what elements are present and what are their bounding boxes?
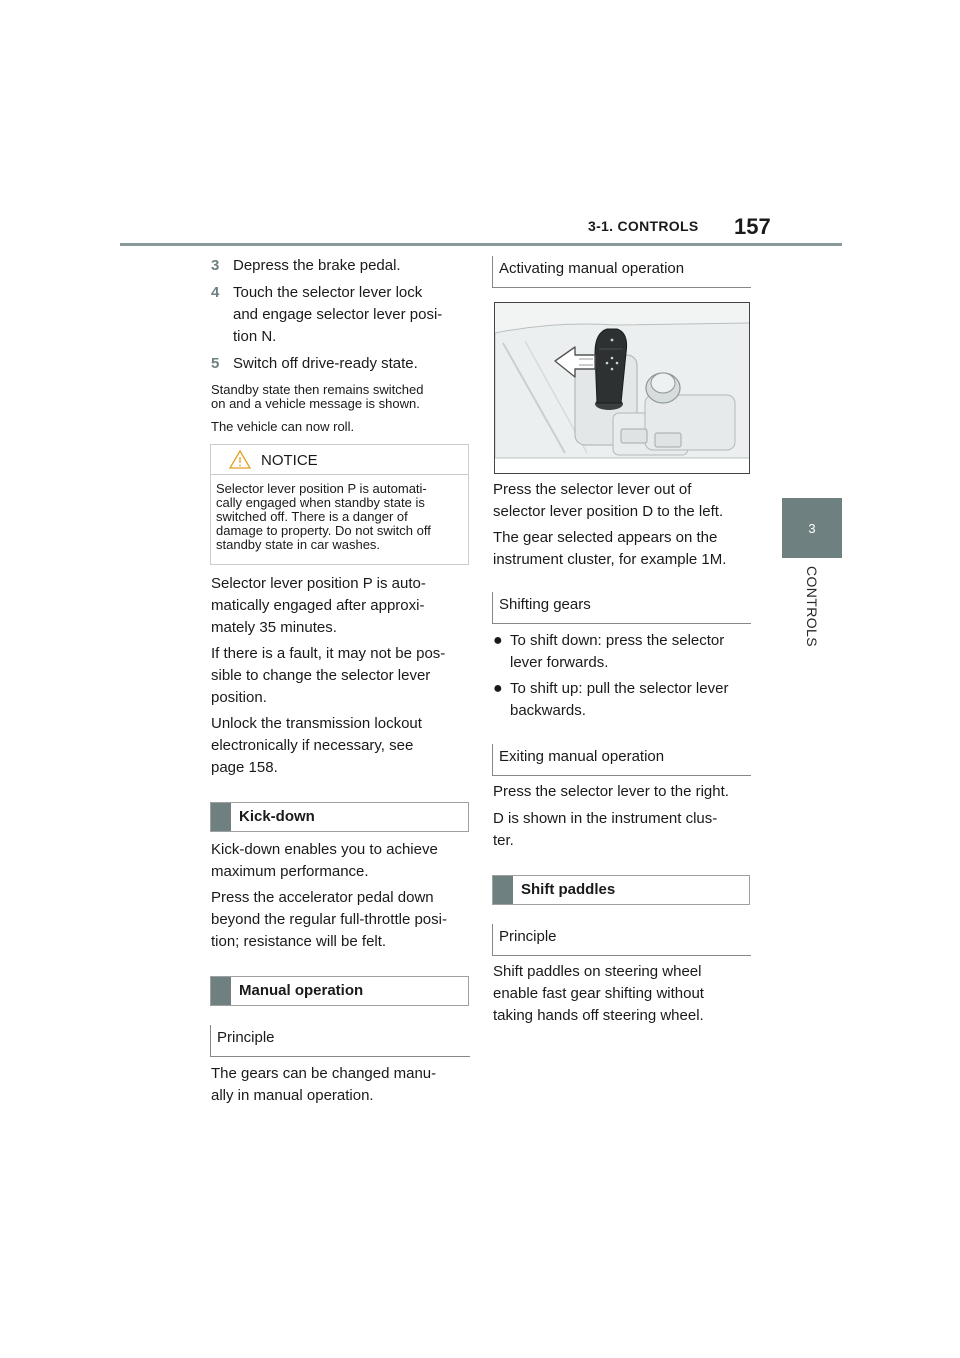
para-unlock: Unlock the transmission lockout electronically if necessary, see page 158.	[211, 715, 422, 776]
subheading-activating	[492, 256, 751, 288]
subheading-rule	[493, 623, 751, 624]
subheading-rule	[493, 287, 751, 288]
bullet-shift-down: ● To shift down: press the selector lever forwards.	[493, 632, 725, 671]
heading-label: Shift paddles	[521, 881, 616, 898]
step-4	[211, 282, 442, 348]
warning-triangle-icon	[228, 449, 252, 470]
step-text-line: tion N.	[233, 328, 277, 345]
heading-accent-bar	[211, 977, 231, 1005]
subheading-label: Exiting manual operation	[499, 748, 665, 765]
para-activating-1: Press the selector lever out of selector lever position D to the left.	[493, 481, 724, 520]
bullet-shift-up: ● To shift up: pull the selector lever backwards.	[493, 680, 729, 719]
roll-note: The vehicle can now roll.	[211, 419, 355, 434]
bullet-dot-icon: ●	[493, 632, 503, 649]
section-title: 3-1. CONTROLS	[588, 218, 699, 234]
para-paddles: Shift paddles on steering wheel enable fast gear shifting without taking hands off steering wheel.	[493, 963, 704, 1024]
step-number: 5	[211, 355, 220, 372]
heading-label: Manual operation	[239, 982, 364, 999]
chapter-label-text: CONTROLS	[804, 566, 820, 647]
subheading-principle	[210, 1025, 470, 1057]
heading-manual-operation	[210, 976, 469, 1006]
para-auto-engage: Selector lever position P is auto- matically engaged after approxi- mately 35 minutes.	[211, 575, 426, 636]
para-kickdown-1: Kick-down enables you to achieve maximum performance.	[211, 841, 438, 880]
step-number: 3	[211, 257, 220, 274]
step-5	[211, 353, 418, 375]
step-text: Depress the brake pedal.	[233, 257, 401, 274]
notice-title: NOTICE	[261, 452, 318, 469]
step-number: 4	[211, 284, 220, 301]
step-text: Switch off drive-ready state.	[233, 355, 418, 372]
bullet-dot-icon: ●	[493, 680, 503, 697]
para-exiting-2: D is shown in the instrument clus- ter.	[493, 810, 718, 849]
header-rule	[120, 243, 842, 246]
para-exiting-1: Press the selector lever to the right.	[493, 783, 729, 800]
selector-lever-drawing	[495, 303, 750, 474]
standby-note: Standby state then remains switched on and a vehicle message is shown.	[211, 382, 424, 411]
notice-body: Selector lever position P is automati- cally engaged when standby state is switched off. There is a danger of damage to property. Do not switch off standby state in car washes.	[216, 481, 431, 552]
selector-lever-illustration	[494, 302, 750, 474]
subheading-label: Activating manual operation	[499, 260, 685, 277]
subheading-paddles-principle	[492, 924, 751, 956]
heading-label: Kick-down	[239, 808, 315, 825]
page-number: 157	[734, 214, 771, 239]
subheading-label: Principle	[499, 928, 557, 945]
heading-accent-bar	[493, 876, 513, 904]
notice-header	[211, 445, 468, 475]
subheading-rule	[493, 775, 751, 776]
subheading-label: Principle	[217, 1029, 275, 1046]
step-text-line: and engage selector lever posi-	[233, 306, 443, 323]
heading-shift-paddles	[492, 875, 750, 905]
heading-kickdown	[210, 802, 469, 832]
para-kickdown-2: Press the accelerator pedal down beyond the regular full-throttle posi- tion; resistance will be felt.	[211, 889, 447, 950]
para-activating-2: The gear selected appears on the instrument cluster, for example 1M.	[493, 529, 727, 568]
notice-box	[210, 444, 469, 565]
chapter-number: 3	[808, 520, 816, 536]
step-text-line: Touch the selector lever lock	[233, 284, 423, 301]
step-3	[211, 255, 401, 277]
subheading-rule	[211, 1056, 470, 1057]
para-fault: If there is a fault, it may not be pos- sible to change the selector lever position.	[211, 645, 446, 706]
heading-accent-bar	[211, 803, 231, 831]
chapter-label	[782, 566, 842, 656]
para-manual: The gears can be changed manu- ally in manual operation.	[211, 1065, 437, 1104]
subheading-exiting	[492, 744, 751, 776]
subheading-label: Shifting gears	[499, 596, 591, 613]
subheading-rule	[493, 955, 751, 956]
chapter-tab	[782, 498, 842, 558]
subheading-shifting	[492, 592, 751, 624]
